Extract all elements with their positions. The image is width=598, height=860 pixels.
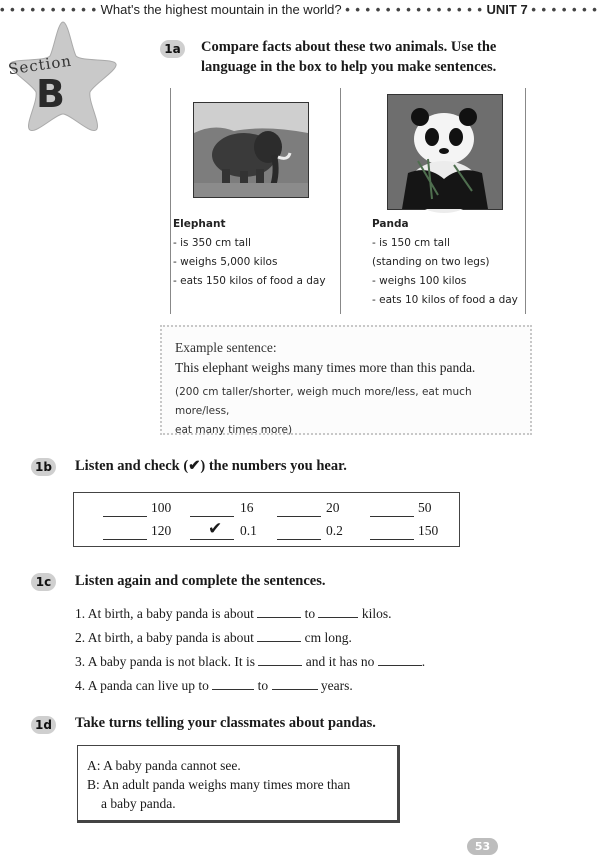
- exercise-badge-1b: 1b: [31, 458, 56, 476]
- section-label: Section: [7, 51, 74, 79]
- answer-blank[interactable]: [272, 677, 318, 690]
- instruction-1a-line1: Compare facts about these two animals. Use the: [201, 39, 497, 55]
- number-option: 16: [240, 500, 254, 515]
- panda-fact: (standing on two legs): [372, 256, 490, 268]
- instruction-1b-pre: Listen and check (: [75, 458, 189, 474]
- dialog-line-b-cont: a baby panda.: [101, 796, 176, 811]
- answer-blank[interactable]: [370, 539, 414, 540]
- number-option: 150: [418, 523, 439, 538]
- answer-blank[interactable]: [212, 677, 254, 690]
- header-title: What's the highest mountain in the world?: [100, 2, 342, 17]
- number-option: 50: [418, 500, 432, 515]
- example-title: Example sentence:: [175, 340, 277, 355]
- sentence-4: [75, 677, 353, 694]
- elephant-name: Elephant: [173, 218, 226, 230]
- sentence-text: kilos.: [361, 606, 392, 621]
- exercise-badge-1a: 1a: [160, 40, 185, 58]
- elephant-fact: - eats 150 kilos of food a day: [173, 275, 326, 287]
- section-letter: B: [36, 72, 65, 116]
- page-number: 53: [467, 838, 498, 855]
- header-bar: [0, 2, 598, 17]
- answer-blank[interactable]: [257, 629, 301, 642]
- number-option: 0.2: [326, 523, 343, 538]
- elephant-photo: [193, 102, 309, 198]
- panda-fact: - eats 10 kilos of food a day: [372, 294, 518, 306]
- sentence-text: cm long.: [304, 630, 352, 645]
- header-dots-right: • • • • • • •: [531, 2, 598, 17]
- answer-blank[interactable]: [190, 516, 234, 517]
- elephant-fact: - is 350 cm tall: [173, 237, 251, 249]
- example-sentence: This elephant weighs many times more than this panda.: [175, 360, 476, 375]
- divider-line: [525, 88, 526, 314]
- answer-blank[interactable]: [318, 605, 358, 618]
- instruction-1a-line2: language in the box to help you make sentences.: [201, 59, 497, 75]
- sentence-1: [75, 605, 392, 622]
- answer-blank[interactable]: [277, 516, 321, 517]
- dialog-line-b: B: An adult panda weighs many times more than: [87, 777, 351, 792]
- sentence-text: 3. A baby panda is not black. It is: [75, 654, 255, 669]
- instruction-1b-post: ) the numbers you hear.: [200, 458, 347, 474]
- sentence-3: [75, 653, 425, 670]
- elephant-fact: - weighs 5,000 kilos: [173, 256, 278, 268]
- answer-blank[interactable]: [103, 516, 147, 517]
- dialog-line-a: A: A baby panda cannot see.: [87, 758, 241, 773]
- answer-blank[interactable]: [378, 653, 422, 666]
- elephant-facts: [173, 215, 326, 291]
- sentence-2: [75, 629, 352, 646]
- answer-blank[interactable]: [257, 605, 301, 618]
- panda-facts: [372, 215, 518, 310]
- instruction-1c: Listen again and complete the sentences.: [75, 573, 326, 589]
- header-dots-left: • • • • • • • • • •: [0, 2, 98, 17]
- sentence-text: 1. At birth, a baby panda is about: [75, 606, 254, 621]
- panda-fact: - is 150 cm tall: [372, 237, 450, 249]
- number-option: 120: [151, 523, 172, 538]
- answer-blank[interactable]: [258, 653, 302, 666]
- exercise-badge-1d: 1d: [31, 716, 56, 734]
- sentence-text: 2. At birth, a baby panda is about: [75, 630, 254, 645]
- sentence-text: 4. A panda can live up to: [75, 678, 209, 693]
- sentence-text: years.: [320, 678, 353, 693]
- panda-name: Panda: [372, 218, 409, 230]
- panda-fact: - weighs 100 kilos: [372, 275, 467, 287]
- answer-blank[interactable]: [370, 516, 414, 517]
- check-mark-icon: ✔: [208, 519, 223, 539]
- answer-blank[interactable]: [103, 539, 147, 540]
- number-option: 100: [151, 500, 172, 515]
- sentence-text: to: [304, 606, 316, 621]
- answer-blank[interactable]: [190, 539, 234, 540]
- exercise-badge-1c: 1c: [31, 573, 56, 591]
- instruction-1b: [75, 457, 347, 476]
- number-option: 20: [326, 500, 340, 515]
- example-hint: [175, 383, 527, 440]
- sentence-text: to: [257, 678, 269, 693]
- unit-label: UNIT 7: [486, 2, 528, 17]
- divider-line: [170, 88, 171, 314]
- sentence-text: .: [421, 654, 426, 669]
- panda-photo: [387, 94, 503, 210]
- sentence-text: and it has no: [305, 654, 375, 669]
- check-icon: ✔: [188, 458, 201, 474]
- example-hint-line: (200 cm taller/shorter, weigh much more/less, eat much more/less,: [175, 386, 472, 417]
- number-option: 0.1: [240, 523, 257, 538]
- example-hint-line: eat many times more): [175, 424, 293, 436]
- answer-blank[interactable]: [277, 539, 321, 540]
- instruction-1d: Take turns telling your classmates about pandas.: [75, 715, 376, 731]
- divider-line: [340, 88, 341, 314]
- header-dots-middle: • • • • • • • • • • • • • •: [345, 2, 483, 17]
